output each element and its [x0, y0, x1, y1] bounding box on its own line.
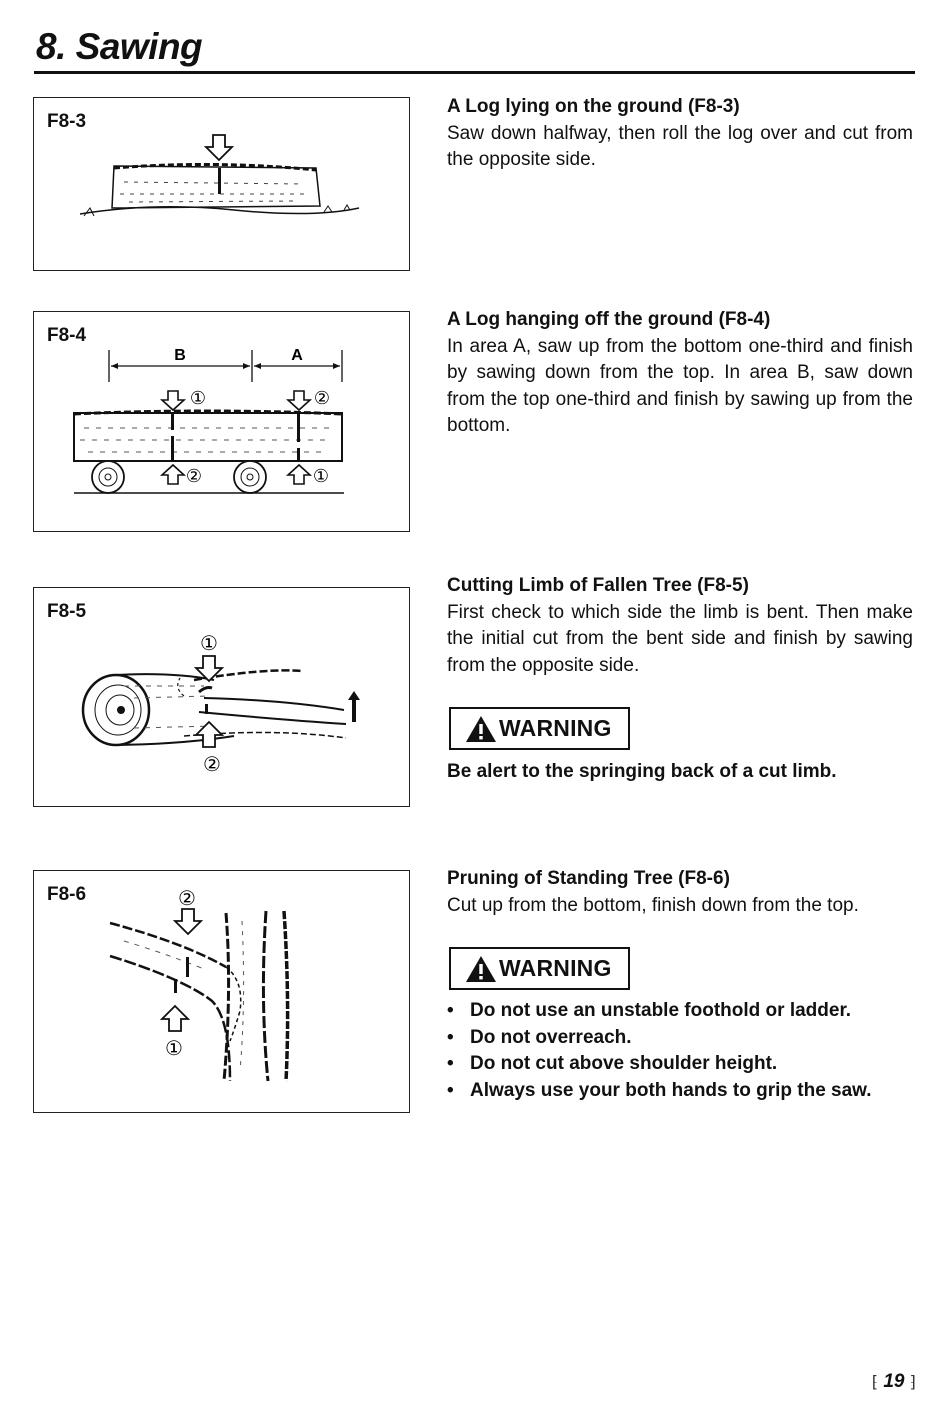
figure-label: F8-6	[47, 884, 87, 905]
step-2-marker: ②	[178, 886, 196, 910]
step-2-marker: ②	[185, 466, 203, 487]
list-item: • Do not cut above shoulder height.	[447, 1051, 872, 1078]
section-heading: Pruning of Standing Tree (F8-6)	[447, 868, 730, 889]
warning-triangle-icon	[465, 715, 497, 743]
step-2-marker: ②	[203, 752, 221, 776]
figure-label: F8-5	[47, 601, 87, 622]
step-1-marker: ①	[200, 631, 218, 655]
dimension-a-label: A	[291, 347, 303, 364]
warning-box	[449, 947, 630, 990]
figure-f8-4	[33, 311, 410, 532]
step-2-marker: ②	[313, 388, 331, 409]
page-title: 8. Sawing	[36, 26, 203, 67]
step-1-marker: ①	[189, 388, 207, 409]
list-item: • Always use your both hands to grip the saw.	[447, 1078, 872, 1105]
section-body: Saw down halfway, then roll the log over and cut from the opposite side.	[447, 122, 913, 170]
pruning-warning-list	[447, 998, 872, 1104]
section-log-hanging	[447, 307, 913, 440]
list-item: • Do not overreach.	[447, 1025, 872, 1052]
section-heading: Cutting Limb of Fallen Tree (F8-5)	[447, 575, 749, 596]
page-number: ⁅ 19 ⁆	[871, 1371, 916, 1392]
section-body: First check to which side the limb is bent. Then make the initial cut from the bent side and finish by sawing from the opposite side.	[447, 601, 913, 676]
fallen-tree-limb-illustration	[34, 588, 409, 806]
section-heading: A Log lying on the ground (F8-3)	[447, 96, 740, 117]
warning-triangle-icon	[465, 955, 497, 983]
section-heading: A Log hanging off the ground (F8-4)	[447, 309, 771, 330]
section-body: Cut up from the bottom, finish down from the top.	[447, 894, 859, 916]
warning-label: WARNING	[499, 715, 612, 741]
section-pruning	[447, 866, 913, 919]
warning-note-limb: Be alert to the springing back of a cut limb.	[447, 761, 837, 782]
section-log-on-ground	[447, 94, 913, 174]
dimension-b-label: B	[174, 347, 186, 364]
standing-tree-pruning-illustration	[34, 871, 409, 1112]
warning-label: WARNING	[499, 955, 612, 981]
title-rule	[34, 71, 915, 74]
step-1-marker: ①	[312, 466, 330, 487]
warning-box	[449, 707, 630, 750]
figure-f8-3	[33, 97, 410, 271]
log-hanging-illustration	[34, 312, 409, 531]
page-number-value: 19	[883, 1371, 905, 1392]
figure-label: F8-3	[47, 111, 87, 132]
figure-label: F8-4	[47, 325, 87, 346]
list-item: • Do not use an unstable foothold or ladder.	[447, 998, 872, 1025]
log-on-ground-illustration	[34, 98, 409, 270]
figure-f8-6	[33, 870, 410, 1113]
section-fallen-limb	[447, 573, 913, 679]
step-1-marker: ①	[165, 1036, 183, 1060]
section-body: In area A, saw up from the bottom one-third and finish by sawing down from the top. In area B, saw down from the top one-third and finish by sawing up from the bottom.	[447, 335, 913, 436]
figure-f8-5	[33, 587, 410, 807]
